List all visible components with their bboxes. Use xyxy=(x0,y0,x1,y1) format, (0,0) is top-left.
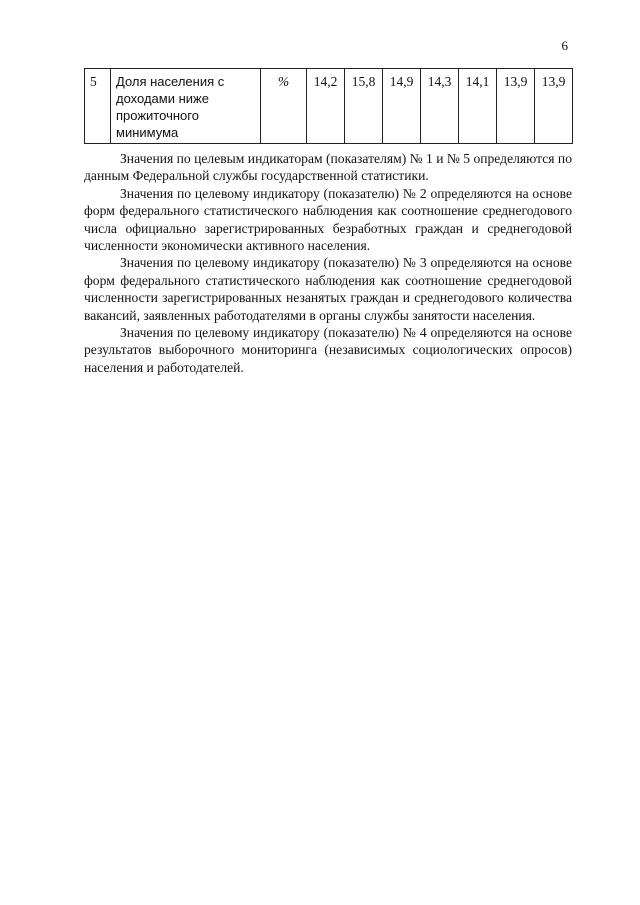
paragraph: Значения по целевым индикаторам (показателям) № 1 и № 5 определяются по данным Федеральной службы государственной статистики. xyxy=(84,151,572,184)
paragraph: Значения по целевому индикатору (показателю) № 2 определяются на основе форм федерального статистического наблюдения как соотношение среднегодового числа официально зарегистрированных безработных граждан и среднегодовой численности экономически активного населения. xyxy=(84,185,572,254)
body-text xyxy=(84,150,572,376)
indicator-unit: % xyxy=(261,69,307,144)
indicator-table xyxy=(84,68,573,144)
paragraph: Значения по целевому индикатору (показателю) № 4 определяются на основе результатов выборочного мониторинга (независимых социологических опросов) населения и работодателей. xyxy=(84,325,572,375)
indicator-value: 14,3 xyxy=(421,69,459,144)
paragraph: Значения по целевому индикатору (показателю) № 3 определяются на основе форм федерального статистического наблюдения как соотношение среднегодовой численности зарегистрированных незанятых граждан и среднегодового количества вакансий, заявленных работодателями в органы службы занятости населения. xyxy=(84,255,572,323)
indicator-value: 13,9 xyxy=(535,69,573,144)
indicator-value: 14,1 xyxy=(459,69,497,144)
indicator-number: 5 xyxy=(85,69,111,144)
indicator-value: 14,2 xyxy=(307,69,345,144)
indicator-value: 13,9 xyxy=(497,69,535,144)
table-row xyxy=(85,69,573,144)
indicator-value: 15,8 xyxy=(345,69,383,144)
indicator-name: Доля населения с доходами ниже прожиточного минимума xyxy=(111,69,261,144)
page-number: 6 xyxy=(561,38,568,53)
indicator-value: 14,9 xyxy=(383,69,421,144)
